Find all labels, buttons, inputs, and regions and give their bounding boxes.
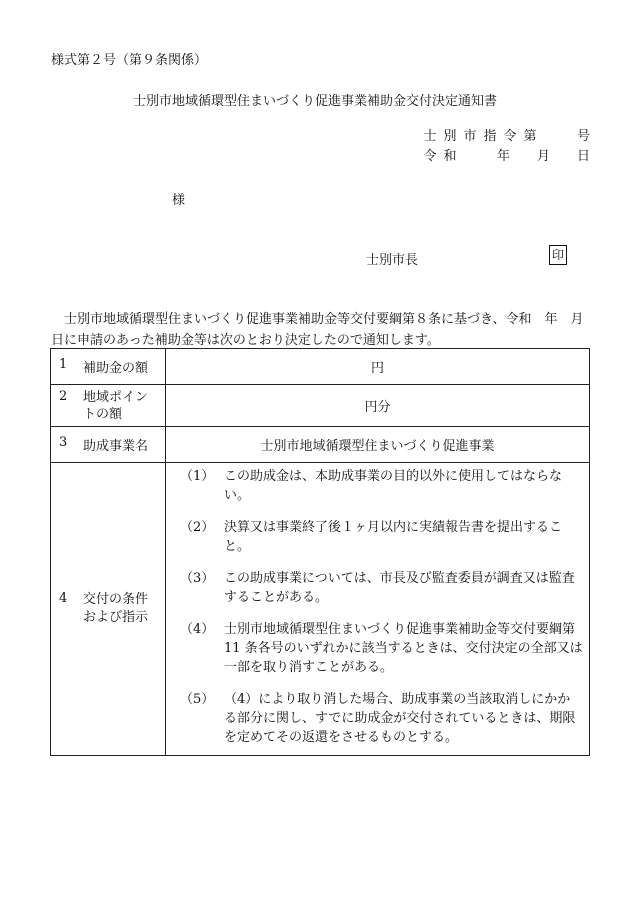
list-item: （2） 決算又は事業終了後１ヶ月以内に実績報告書を提出すること。 xyxy=(180,520,563,554)
issuer: 士別市長 xyxy=(366,253,419,268)
ref-char: 士 xyxy=(423,129,437,144)
form-number: 様式第２号（第９条関係） xyxy=(51,53,208,68)
reference-number-line xyxy=(420,127,590,147)
ref-char: 月 xyxy=(536,149,550,164)
reference-date-line xyxy=(420,147,590,167)
ref-char: 和 xyxy=(443,149,457,164)
list-item: （3） この助成事業については、市長及び監査委員が調査又は監査することがある。 xyxy=(180,571,575,605)
ref-char: 年 xyxy=(496,149,510,164)
table-row xyxy=(51,463,590,756)
list-item: （4） 士別市地域循環型住まいづくり促進事業補助金等交付要綱第11 条各号のいずれかに該当するときは、交付決定の全部又は一部を取り消すことがある。 xyxy=(180,622,583,675)
row-label: 2 地域ポイントの額 xyxy=(51,385,166,427)
subsidy-amount: 円 xyxy=(166,349,590,385)
ref-char: 号 xyxy=(576,129,590,144)
list-item: （5） （4）により取り消した場合、助成事業の当該取消しにかかる部分に関し、すでに助成金が交付されているときは、期限を定めてその返還をさせるものとする。 xyxy=(180,692,576,745)
row-label: 3 助成事業名 xyxy=(51,427,166,463)
ref-char: 令 xyxy=(423,149,437,164)
table-row xyxy=(51,427,590,463)
list-item: （1） この助成金は、本助成事業の目的以外に使用してはならない。 xyxy=(180,469,563,503)
ref-char: 第 xyxy=(523,129,537,144)
row-label: 4 交付の条件および指示 xyxy=(51,463,166,756)
ref-char: 市 xyxy=(463,129,477,144)
row-label: 1 補助金の額 xyxy=(51,349,166,385)
conditions-cell xyxy=(166,463,590,756)
project-name: 士別市地域循環型住まいづくり促進事業 xyxy=(166,427,590,463)
document-title: 士別市地域循環型住まいづくり促進事業補助金交付決定通知書 xyxy=(132,94,497,109)
ref-char: 指 xyxy=(483,129,497,144)
ref-char: 別 xyxy=(443,129,457,144)
ref-char: 令 xyxy=(503,129,517,144)
seal-mark: 印 xyxy=(549,245,567,265)
addressee: 様 xyxy=(172,193,186,208)
reference-block xyxy=(420,127,590,167)
body-paragraph: 士別市地域循環型住まいづくり促進事業補助金等交付要綱第８条に基づき、令和 年 月 日に申請のあった補助金等は次のとおり決定したので通知します。 xyxy=(51,312,597,348)
ref-char: 日 xyxy=(576,149,590,164)
local-points-amount: 円分 xyxy=(166,385,590,427)
decision-table xyxy=(50,348,590,756)
table-row xyxy=(51,385,590,427)
table-row xyxy=(51,349,590,385)
